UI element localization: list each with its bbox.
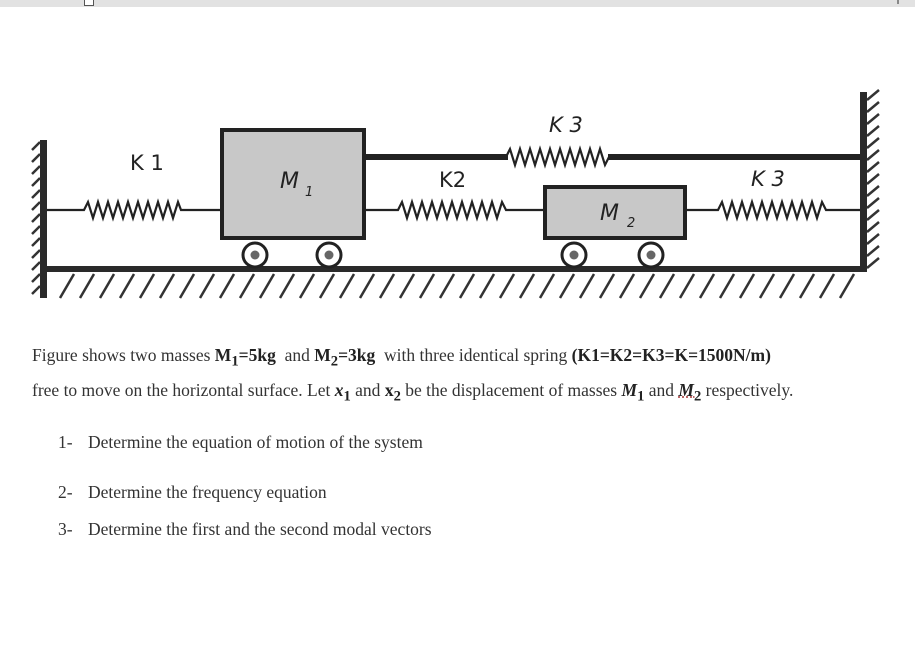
label-m1-sub: 1: [305, 185, 314, 200]
label-k3-right: K 3: [751, 167, 785, 191]
description-line-1: [32, 345, 771, 371]
m1-subscript: 1: [637, 388, 645, 405]
task-number: 3-: [58, 519, 73, 539]
task-number: 1-: [58, 432, 73, 452]
spring-constants: (K1=K2=K3=K=1500N/m): [571, 345, 771, 365]
desc-text: and: [350, 380, 385, 400]
ground: [46, 266, 862, 298]
m1-symbol: M: [621, 380, 638, 400]
wheel-icon: [243, 243, 267, 267]
label-k3-top: K 3: [549, 113, 583, 137]
label-k1: K 1: [130, 151, 164, 175]
desc-text: Figure shows two masses: [32, 345, 215, 365]
spring-k3-right: [685, 202, 860, 218]
task-item: [58, 519, 432, 540]
task-text: Determine the equation of motion of the system: [88, 432, 423, 452]
m1-symbol: M: [214, 345, 232, 365]
desc-text: and: [275, 345, 315, 365]
m1-subscript: 1: [231, 353, 239, 370]
m2-symbol: M: [314, 345, 331, 365]
spring-k3-top: [364, 149, 860, 165]
left-wall: [32, 140, 47, 298]
desc-text: free to move on the horizontal surface. Let: [32, 380, 335, 400]
x1-symbol: x: [334, 380, 344, 400]
desc-text: be the displacement of masses: [400, 380, 622, 400]
wheel-icon: [562, 243, 586, 267]
m1-value: =5kg: [238, 345, 276, 365]
m2-symbol: M: [678, 380, 694, 400]
task-text: Determine the frequency equation: [88, 482, 327, 502]
task-item: [58, 482, 327, 503]
task-text: Determine the first and the second modal vectors: [88, 519, 432, 539]
wheel-icon: [639, 243, 663, 267]
right-wall: [860, 90, 879, 272]
x1-subscript: 1: [343, 388, 351, 405]
m2-subscript: 2: [693, 388, 702, 405]
task-item: [58, 432, 423, 453]
description-line-2: [32, 380, 793, 406]
desc-text: with three identical spring: [375, 345, 572, 365]
x2-subscript: 2: [393, 388, 401, 405]
mass-spring-diagram: [0, 0, 915, 320]
spring-k1: [47, 202, 222, 218]
task-number: 2-: [58, 482, 73, 502]
desc-text: and: [644, 380, 679, 400]
m2-subscript: 2: [330, 353, 339, 370]
label-k2: K2: [439, 168, 467, 192]
label-m2-sub: 2: [627, 216, 636, 231]
wheel-icon: [317, 243, 341, 267]
label-m2: M: [600, 201, 619, 226]
x2-symbol: x: [384, 380, 394, 400]
label-m1: M: [280, 169, 299, 194]
spring-k2: [364, 202, 545, 218]
desc-text: respectively.: [701, 380, 794, 400]
m2-value: =3kg: [338, 345, 376, 365]
